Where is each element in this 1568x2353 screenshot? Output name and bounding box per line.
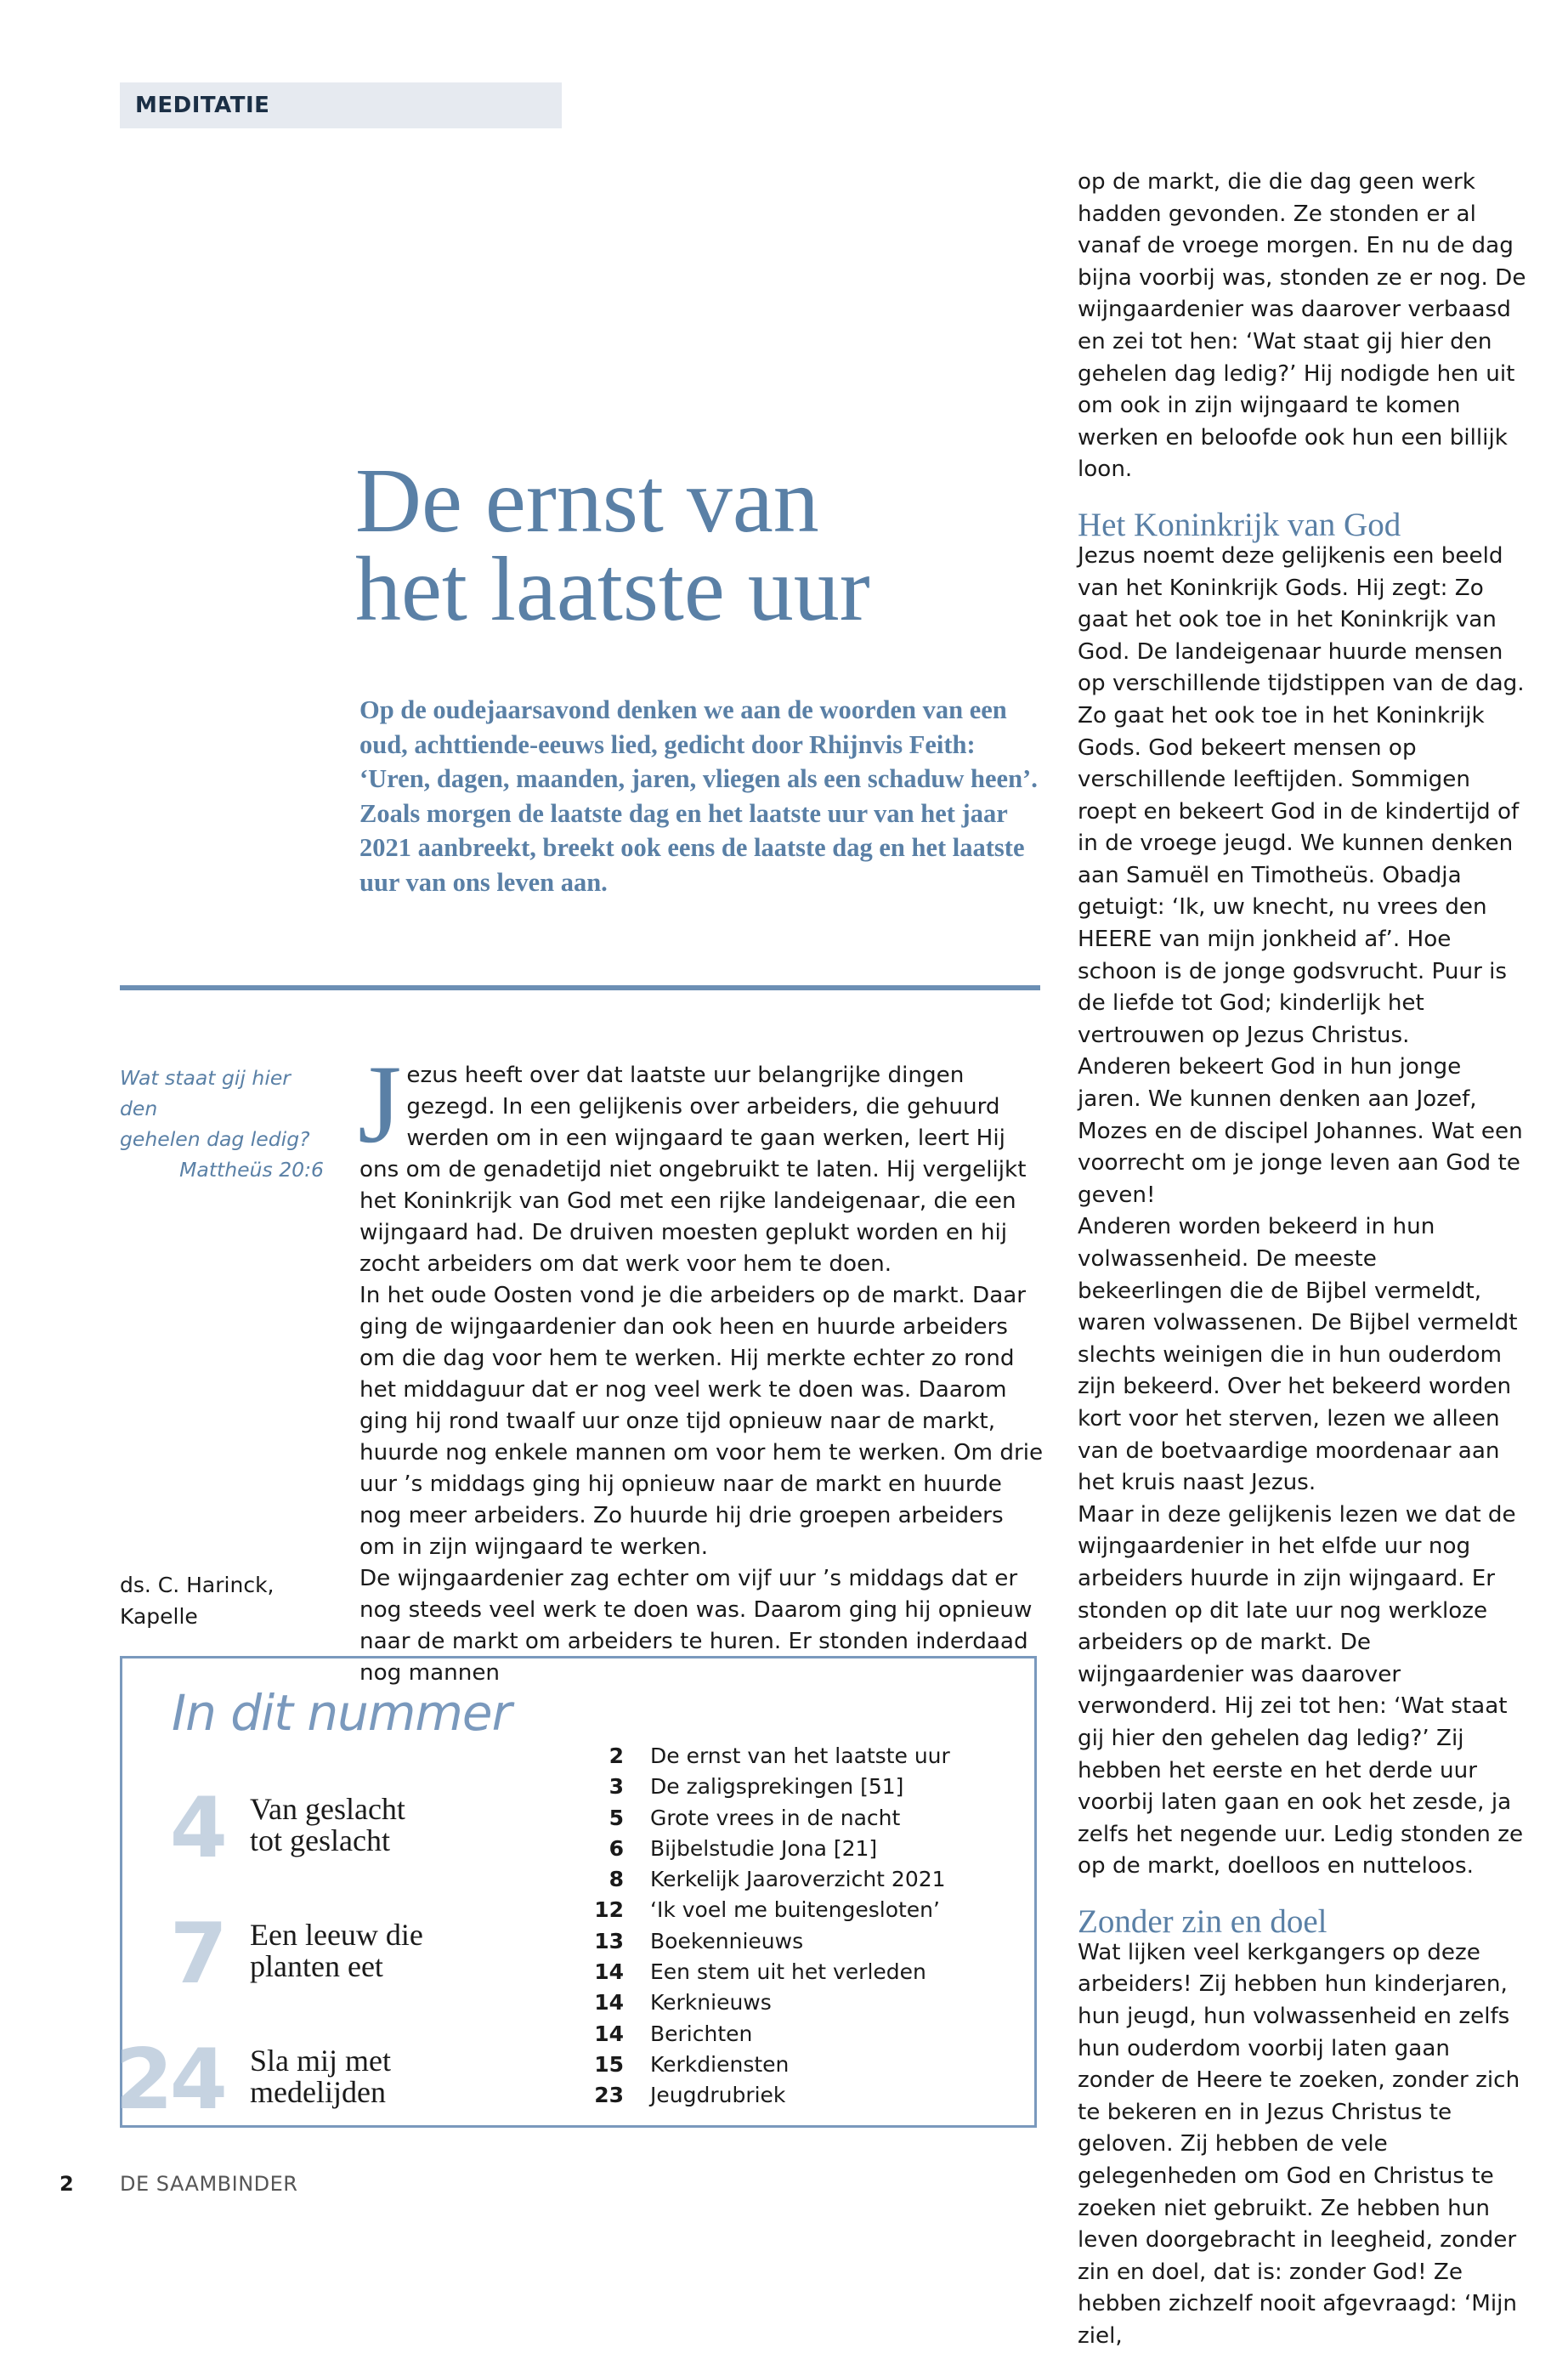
body-paragraph: ezus heeft over dat laatste uur belangrijke dingen gezegd. In een gelijkenis over arbeiders, die gehuurd werden om in een wijngaard te gaan werken, leert Hij ons om de genadetijd niet ongebruikt te laten. Hij vergelijkt het Koninkrijk van God met een rijke landeigenaar, die een wijngaard had. De druiven moesten geplukt worden en hij zocht arbeiders om dat werk voor hem te doen.	[359, 1063, 1027, 1277]
section-label	[120, 82, 562, 128]
body-paragraph: Wat lijken veel kerkgangers op deze arbeiders! Zij hebben hun kinderjaren, hun jeugd, hun volwassenheid en zelfs hun ouderdom voorbij laten gaan zonder de Heere te zoeken, zonder zich te bekeren en in Jezus Christus te geloven. Zij hebben de vele gelegenheden om God en Christus te zoeken niet gebruikt. Ze hebben hun leven doorgebracht in leegheid, zonder zin en doel, dat is: zonder God! Ze hebben zichzelf nooit afgevraagd: ‘Mijn ziel,	[1078, 1939, 1520, 2349]
contents-page: 5	[609, 1805, 624, 1830]
featured-page-number: 24	[115, 2032, 224, 2129]
section-label-text: MEDITATIE	[135, 93, 270, 118]
quote-line-2: gehelen dag ledig?	[120, 1127, 310, 1151]
contents-title-text: ‘Ik voel me buitengesloten’	[650, 1897, 940, 1923]
subheading: Het Koninkrijk van God	[1078, 506, 1401, 543]
contents-item[interactable]	[573, 1959, 1032, 1990]
contents-page: 13	[594, 1928, 624, 1953]
contents-item[interactable]	[573, 1929, 1032, 1959]
contents-title-text: Boekennieuws	[650, 1928, 804, 1953]
contents-item[interactable]	[573, 1806, 1032, 1836]
featured-title-line: Van geslacht	[250, 1792, 405, 1826]
quote-reference: Mattheüs 20:6	[179, 1158, 324, 1182]
author-byline	[120, 1569, 324, 1632]
featured-title-line: Sla mij met	[250, 2044, 391, 2078]
contents-title-text: Kerkdiensten	[650, 2051, 790, 2077]
contents-item[interactable]	[573, 1897, 1032, 1928]
contents-page: 2	[609, 1743, 624, 1768]
contents-title-text: Grote vrees in de nacht	[650, 1805, 901, 1830]
featured-title-line: Een leeuw die	[250, 1918, 423, 1952]
subheading: Zonder zin en doel	[1078, 1902, 1327, 1940]
contents-title-text: Een stem uit het verleden	[650, 1959, 926, 1985]
body-paragraph: Anderen worden bekeerd in hun volwassenheid. De meeste bekeerlingen die de Bijbel vermeldt, waren volwassenen. De Bijbel vermeldt slechts weinigen die in hun ouderdom zijn bekeerd. Over het bekeerd worden kort voor het sterven, lezen we alleen van de boetvaardige moordenaar aan het kruis naast Jezus.	[1078, 1214, 1518, 1496]
featured-title	[250, 2045, 479, 2108]
contents-item[interactable]	[573, 1836, 1032, 1867]
contents-title: In dit nummer	[172, 1684, 512, 1742]
body-paragraph: Maar in deze gelijkenis lezen we dat de wijngaardenier in het elfde uur nog arbeiders huurde in zijn wijngaard. Er stonden op dit late uur nog werkloze arbeiders op de markt. De wijngaardenier was daarover verwonderd. Hij zei tot hen: ‘Wat staat gij hier den gehelen dag ledig?’ Zij hebben het eerste en het derde uur voorbij laten gaan en ook het zesde, ja zelfs het negende uur. Ledig stonden ze op de markt, doelloos en nutteloos.	[1078, 1501, 1524, 1880]
contents-item[interactable]	[573, 2083, 1032, 2113]
contents-item[interactable]	[573, 2052, 1032, 2083]
title-line-1: De ernst van	[355, 451, 819, 552]
quote-line-1: Wat staat gij hier den	[120, 1066, 291, 1120]
contents-title-text: Kerkelijk Jaaroverzicht 2021	[650, 1867, 946, 1892]
featured-title	[250, 1919, 479, 1982]
contents-title-text: Kerknieuws	[650, 1990, 772, 2016]
article-title	[355, 451, 984, 640]
contents-title-text: Berichten	[650, 2021, 753, 2046]
title-line-2: het laatste uur	[355, 539, 870, 640]
drop-cap: J	[358, 1041, 402, 1166]
contents-item[interactable]	[573, 1743, 1032, 1774]
contents-title-text: Jeugdrubriek	[650, 2083, 786, 2108]
body-paragraph: Jezus noemt deze gelijkenis een beeld van het Koninkrijk Gods. Hij zegt: Zo gaat het ook toe in het Koninkrijk van God. De landeigenaar huurde mensen op verschillende tijdstippen van de dag. Zo gaat het ook toe in het Koninkrijk Gods. God bekeert mensen op verschillende leeftijden. Sommigen roept en bekeert God in de kindertijd of in de vroege jeugd. We kunnen denken aan Samuël en Timotheüs. Obadja getuigt: ‘Ik, uw knecht, nu vrees den HEERE van mijn jonkheid af’. Hoe schoon is de jonge godsvrucht. Puur is de liefde tot God; kinderlijk het vertrouwen op Jezus Christus.	[1078, 542, 1525, 1048]
author-name: ds. C. Harinck,	[120, 1573, 275, 1597]
contents-page: 8	[609, 1867, 624, 1892]
body-paragraph: De wijngaardenier zag echter om vijf uur ’s middags dat er nog steeds veel werk te doen was. Daarom ging hij opnieuw naar de markt om arbeiders te huren. Er stonden inderdaad nog mannen	[359, 1566, 1033, 1686]
page-number: 2	[59, 2172, 74, 2196]
featured-page-number: 7	[169, 1906, 224, 2003]
featured-item[interactable]	[122, 1908, 479, 2010]
featured-page-number: 4	[169, 1780, 224, 1877]
magazine-name: DE SAAMBINDER	[120, 2172, 298, 2196]
divider-rule	[120, 985, 1040, 990]
contents-page: 14	[594, 2021, 624, 2046]
contents-title-text: De zaligsprekingen [51]	[650, 1774, 904, 1800]
sidebar-quote	[120, 1063, 324, 1185]
body-paragraph: op de markt, die die dag geen werk hadden gevonden. Ze stonden er al vanaf de vroege morgen. En nu de dag bijna voorbij was, stonden ze er nog. De wijngaardenier was daarover verbaasd en zei tot hen: ‘Wat staat gij hier den gehelen dag ledig?’ Hij nodigde hen uit om ook in zijn wijngaard te komen werken en beloofde ook hun een billijk loon.	[1078, 169, 1526, 483]
contents-title-text: De ernst van het laatste uur	[650, 1743, 950, 1768]
body-column-middle	[358, 1041, 1044, 1689]
featured-item[interactable]	[115, 2032, 479, 2135]
contents-page: 3	[609, 1774, 624, 1800]
featured-item[interactable]	[122, 1782, 479, 1884]
contents-item[interactable]	[573, 2021, 1032, 2052]
contents-page: 23	[594, 2083, 624, 2108]
contents-page: 14	[594, 1990, 624, 2016]
featured-title-line: medelijden	[250, 2075, 386, 2109]
contents-item[interactable]	[573, 1990, 1032, 2021]
contents-page: 6	[609, 1835, 624, 1861]
contents-box	[115, 1656, 1037, 2129]
contents-page: 14	[594, 1959, 624, 1985]
featured-title	[250, 1794, 479, 1857]
contents-item[interactable]	[573, 1867, 1032, 1897]
body-column-right	[1078, 167, 1528, 2353]
contents-item[interactable]	[573, 1774, 1032, 1805]
contents-list	[573, 1743, 1032, 2114]
author-place: Kapelle	[120, 1604, 198, 1629]
body-paragraph: In het oude Oosten vond je die arbeiders op de markt. Daar ging de wijngaardenier dan ook heen en huurde arbeiders om die dag voor hem te werken. Hij merkte echter zo rond het middaguur dat er nog veel werk te doen was. Daarom ging hij rond twaalf uur onze tijd opnieuw naar de markt, huurde nog enkele mannen om voor hem te werken. Om drie uur ’s middags ging hij opnieuw naar de markt en huurde nog meer arbeiders. Zo huurde hij drie groepen arbeiders om in zijn wijngaard te werken.	[359, 1283, 1044, 1560]
featured-title-line: planten eet	[250, 1949, 383, 1983]
contents-page: 12	[594, 1897, 624, 1923]
article-intro: Op de oudejaarsavond denken we aan de woorden van een oud, achttiende-eeuws lied, gedicht door Rhijnvis Feith: ‘Uren, dagen, maanden, jaren, vliegen als een schaduw heen’. Zoals morgen de laatste dag en het laatste uur van het jaar 2021 aanbreekt, breekt ook eens de laatste dag en het laatste uur van ons leven aan.	[359, 695, 1038, 897]
body-paragraph: Anderen bekeert God in hun jonge jaren. We kunnen denken aan Jozef, Mozes en de discipel Johannes. Wat een voorrecht om je jonge leven aan God te geven!	[1078, 1054, 1523, 1208]
contents-title-text: Bijbelstudie Jona [21]	[650, 1835, 878, 1861]
featured-title-line: tot geslacht	[250, 1823, 390, 1857]
contents-page: 15	[594, 2051, 624, 2077]
